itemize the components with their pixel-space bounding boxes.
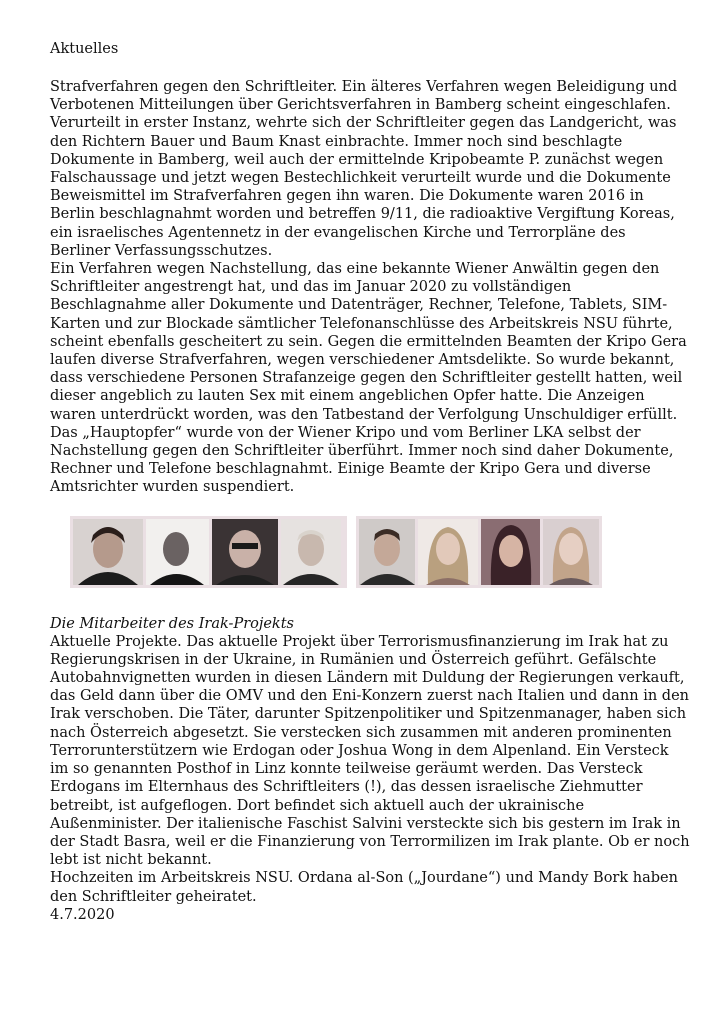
portrait-photo-8	[543, 519, 599, 585]
portrait-photo-4	[281, 519, 341, 585]
paragraph-nachstellung: Ein Verfahren wegen Nachstellung, das eine bekannte Wiener Anwältin gegen den Schriftleiter angestrengt hat, und das im Januar 2020 zu vollständigen Beschlagnahme aller Dokumente und Datenträger, Rechner, Telefone, Tablets, SIM-Karten und zur Blockade sämtlicher Telefonanschlüsse des Arbeitskreis NSU führte, scheint ebenfalls gescheitert zu sein. Gegen die ermittelnden Beamten der Kripo Gera laufen diverse Strafverfahren, wegen verschiedener Amtsdelikte. So wurde bekannt, dass verschiedene Personen Strafanzeige gegen den Schriftleiter gestellt hatten, weil dieser angeblich zu lauten Sex mit einem angeblichen Opfer hatte. Die Anzeigen waren unterdrückt worden, was den Tatbestand der Verfolgung Unschuldiger erfüllt. Das „Hauptopfer“ wurde von der Wiener Kripo und vom Berliner LKA selbst der Nachstellung gegen den Schriftleiter überführt. Immer noch sind daher Dokumente, Rechner und Telefone beschlagnahmt. Einige Beamte der Kripo Gera und diverse Amtsrichter wurden suspendiert.	[50, 261, 687, 496]
photo-strip	[50, 516, 690, 594]
document-page	[50, 40, 690, 924]
section-heading: Aktuelles	[50, 41, 119, 57]
photo-caption: Die Mitarbeiter des Irak-Projekts	[50, 615, 294, 632]
portrait-photo-5	[359, 519, 415, 585]
portrait-photo-1	[73, 519, 143, 585]
photo-group-right	[356, 516, 602, 588]
portrait-photo-2	[146, 519, 209, 585]
paragraph-hochzeiten: Hochzeiten im Arbeitskreis NSU. Ordana al-Son („Jourdane“) und Mandy Bork haben den Schriftleiter geheiratet.	[50, 870, 678, 905]
paragraph-projekte: Aktuelle Projekte. Das aktuelle Projekt über Terrorismusfinanzierung im Irak hat zu Regierungskrisen in der Ukraine, in Rumänien und Österreich geführt. Gefälschte Autobahnvignetten wurden in diesen Ländern mit Duldung der Regierungen verkauft, das Geld dann über die OMV und den Eni-Konzern zuerst nach Italien und dann in den Irak verschoben. Die Täter, darunter Spitzenpolitiker und Spitzenmanager, haben sich nach Österreich abgesetzt. Sie verstecken sich zusammen mit anderen prominenten Terrorunterstützern wie Erdogan oder Joshua Wong in dem Alpenland. Ein Versteck im so genannten Posthof in Linz konnte teilweise geräumt werden. Das Versteck Erdogans im Elternhaus des Schriftleiters (!), das dessen israelische Ziehmutter betreibt, ist aufgeflogen. Dort befindet sich aktuell auch der ukrainische Außenminister. Der italienische Faschist Salvini versteckte sich bis gestern im Irak in der Stadt Basra, weil er die Finanzierung von Terrormilizen im Irak plante. Ob er noch lebt ist nicht bekannt.	[50, 633, 690, 869]
portrait-photo-7	[481, 519, 540, 585]
document-date: 4.7.2020	[50, 906, 115, 923]
portrait-photo-6	[418, 519, 477, 585]
paragraph-strafverfahren: Strafverfahren gegen den Schriftleiter. Ein älteres Verfahren wegen Beleidigung und Verbotenen Mitteilungen über Gerichtsverfahren in Bamberg scheint eingeschlafen. Verurteilt in erster Instanz, wehrte sich der Schriftleiter gegen das Landgericht, was den Richtern Bauer und Baum Knast einbrachte. Immer noch sind beschlagte Dokumente in Bamberg, weil auch der ermittelnde Kripobeamte P. zunächst wegen Falschaussage und jetzt wegen Bestechlichkeit verurteilt wurde und die Dokumente Beweismittel im Strafverfahren gegen ihn waren. Die Dokumente waren 2016 in Berlin beschlagnahmt worden und betreffen 9/11, die radioaktive Vergiftung Koreas, ein israelisches Agentennetz in der evangelischen Kirche und Terrorpläne des Berliner Verfassungsschutzes.	[50, 79, 678, 259]
photo-group-left	[70, 516, 347, 588]
portrait-photo-3	[212, 519, 278, 585]
